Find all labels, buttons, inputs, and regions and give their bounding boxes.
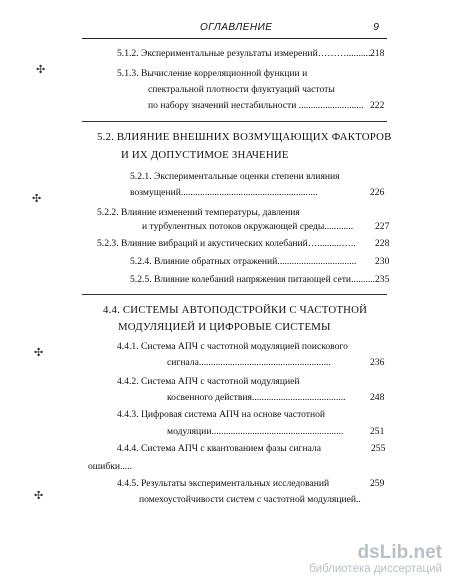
toc-entry-4-4-1-cont: сигнала....................................................... (167, 357, 331, 368)
toc-page-5-1-2: 218 (370, 48, 385, 59)
toc-entry-4-4-5-cont: помехоустойчивости систем с частотной модуляцией.. (139, 494, 361, 505)
toc-entry-5-2-2-cont: и турбулентных потоков окружающей среды............ (142, 221, 354, 232)
margin-mark-icon: ✣ (34, 346, 44, 359)
section-divider (82, 294, 387, 295)
toc-entry-4-4-3: 4.4.3. Цифровая система АПЧ на основе частотной (117, 409, 326, 420)
toc-page-4-4-2: 248 (370, 392, 385, 403)
watermark (309, 543, 442, 576)
toc-entry-4-4-4-cont: ошибки..... (88, 461, 132, 472)
section-heading-4-4-cont: МОДУЛЯЦИЕЙ И ЦИФРОВЫЕ СИСТЕМЫ (118, 321, 331, 333)
toc-entry-4-4-2: 4.4.2. Система АПЧ с частотной модуляцией (117, 376, 300, 387)
toc-page-4-4-1: 236 (370, 357, 385, 368)
toc-entry-5-1-3-cont: спектральной плотности флуктуаций частоты (148, 84, 335, 95)
margin-mark-icon: ✣ (36, 63, 46, 76)
toc-entry-4-4-4: 4.4.4. Система АПЧ с квантованием фазы сигнала (117, 443, 321, 454)
toc-page-4-4-3: 251 (370, 426, 385, 437)
toc-page-5-1-3: 222 (370, 100, 385, 111)
toc-page-5-2-4: 230 (375, 256, 390, 267)
toc-entry-5-2-1: 5.2.1. Экспериментальные оценки степени влияния (130, 171, 340, 182)
toc-entry-5-1-2: 5.1.2. Экспериментальные результаты измерений………........... (117, 48, 373, 59)
toc-entry-4-4-2-cont: косвенного действия....................................... (167, 392, 346, 403)
page-header (82, 22, 387, 39)
margin-mark-icon: ✣ (32, 192, 42, 205)
toc-page-5-2-2: 227 (375, 221, 390, 232)
section-heading-5-2-cont: И ИХ ДОПУСТИМОЕ ЗНАЧЕНИЕ (121, 149, 289, 161)
watermark-caption: библиотека диссертаций (309, 563, 442, 575)
toc-entry-5-1-3: 5.1.3. Вычисление корреляционной функции и (117, 68, 308, 79)
toc-entry-5-2-1-cont: возмущений......................................................... (130, 187, 318, 198)
toc-page-4-4-5: 259 (370, 478, 385, 489)
section-heading-5-2: 5.2. ВЛИЯНИЕ ВНЕШНИХ ВОЗМУЩАЮЩИХ ФАКТОРОВ (97, 131, 392, 143)
toc-page-5-2-1: 226 (370, 187, 385, 198)
toc-page-5-2-3: 228 (375, 238, 390, 249)
toc-page-5-2-5: 235 (375, 274, 390, 285)
toc-entry-5-2-5: 5.2.5. Влияние колебаний напряжения питающей сети.......... (130, 274, 376, 285)
header-title: ОГЛАВЛЕНИЕ (200, 22, 273, 33)
toc-entry-4-4-5: 4.4.5. Результаты экспериментальных исследований (117, 478, 330, 489)
toc-entry-4-4-1: 4.4.1. Система АПЧ с частотной модуляцией поискового (117, 341, 348, 352)
margin-mark-icon: ✣ (34, 489, 44, 502)
toc-entry-5-1-3-cont2: по набору значений нестабильности ........................... (148, 100, 364, 111)
toc-entry-5-2-4: 5.2.4. Влияние обратных отражений................................. (130, 256, 357, 267)
toc-entry-4-4-3-cont: модуляции....................................................... (167, 426, 344, 437)
toc-entry-5-2-2: 5.2.2. Влияние изменений температуры, давления (97, 207, 300, 218)
toc-page-4-4-4: 255 (371, 443, 386, 454)
watermark-logo: dsLib.net (357, 542, 442, 563)
section-divider (82, 121, 387, 122)
toc-entry-5-2-3: 5.2.3. Влияние вибраций и акустических колебаний…..........….. (97, 238, 356, 249)
section-heading-4-4: 4.4. СИСТЕМЫ АВТОПОДСТРОЙКИ С ЧАСТОТНОЙ (103, 304, 368, 316)
header-page-number: 9 (373, 21, 379, 33)
